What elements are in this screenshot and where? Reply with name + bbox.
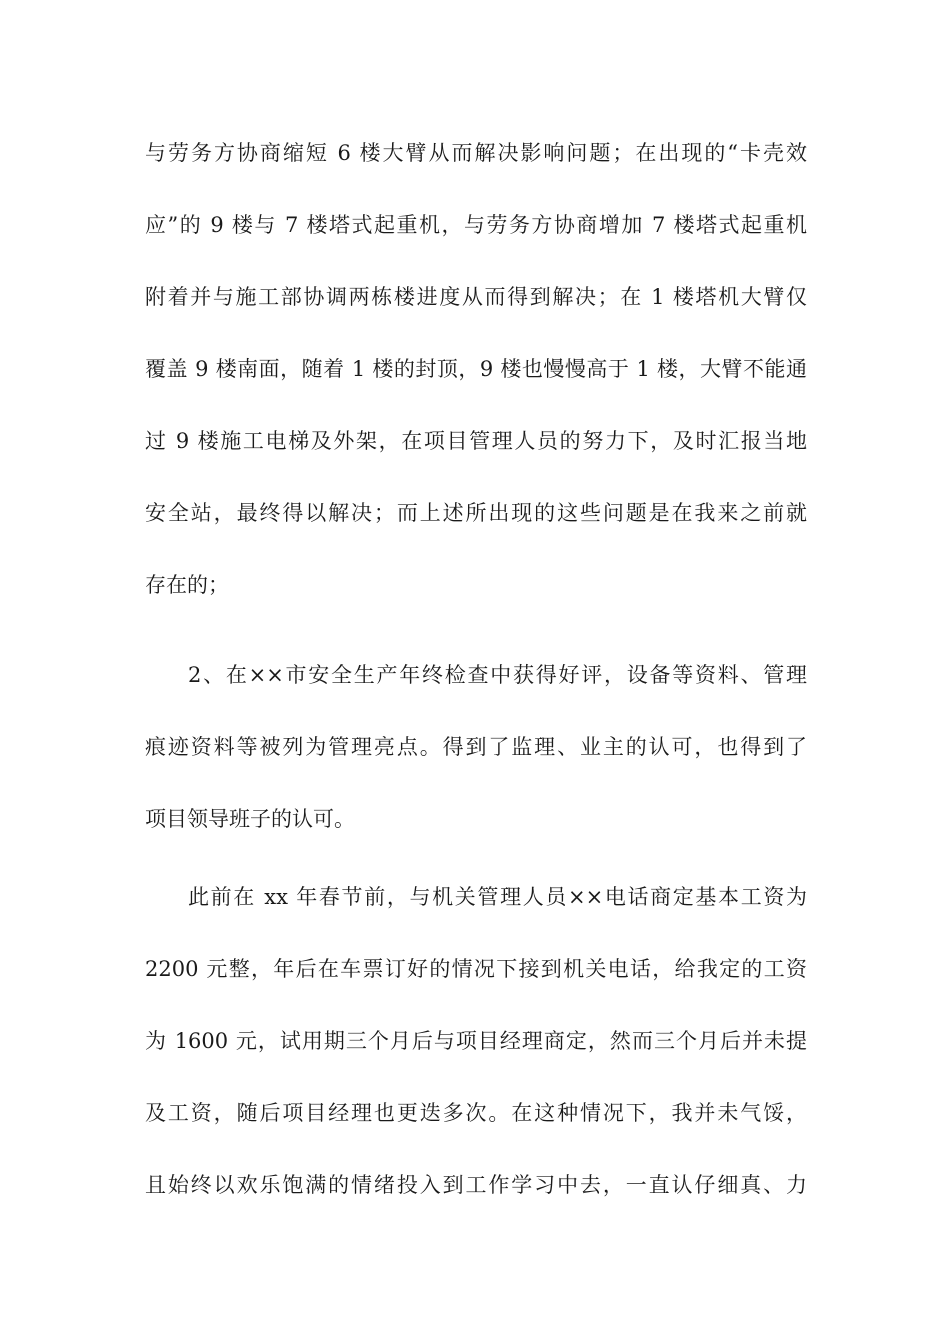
text-line: 痕迹资料等被列为管理亮点。得到了监理、业主的认可，也得到了 bbox=[145, 735, 807, 759]
text-line: 项目领导班子的认可。 bbox=[145, 807, 355, 831]
text-line: 存在的； bbox=[145, 573, 229, 597]
text-line: 应”的 9 楼与 7 楼塔式起重机，与劳务方协商增加 7 楼塔式起重机 bbox=[145, 213, 807, 237]
text-line: 附着并与施工部协调两栋楼进度从而得到解决；在 1 楼塔机大臂仅 bbox=[145, 285, 807, 309]
text-line: 安全站，最终得以解决；而上述所出现的这些问题是在我来之前就 bbox=[145, 501, 807, 525]
text-line: 过 9 楼施工电梯及外架，在项目管理人员的努力下，及时汇报当地 bbox=[145, 429, 807, 453]
text-line: 及工资，随后项目经理也更迭多次。在这种情况下，我并未气馁， bbox=[145, 1101, 807, 1125]
paragraph-start-line: 此前在 xx 年春节前，与机关管理人员××电话商定基本工资为 bbox=[188, 885, 807, 909]
text-line: 2200 元整，年后在车票订好的情况下接到机关电话，给我定的工资 bbox=[145, 957, 807, 981]
text-line: 且始终以欢乐饱满的情绪投入到工作学习中去，一直认仔细真、力 bbox=[145, 1173, 807, 1197]
paragraph-start-line: 2、在××市安全生产年终检查中获得好评，设备等资料、管理 bbox=[188, 663, 807, 687]
text-line: 为 1600 元，试用期三个月后与项目经理商定，然而三个月后并未提 bbox=[145, 1029, 807, 1053]
text-line: 覆盖 9 楼南面，随着 1 楼的封顶，9 楼也慢慢高于 1 楼，大臂不能通 bbox=[145, 357, 807, 381]
text-line: 与劳务方协商缩短 6 楼大臂从而解决影响问题；在出现的“卡壳效 bbox=[145, 141, 807, 165]
